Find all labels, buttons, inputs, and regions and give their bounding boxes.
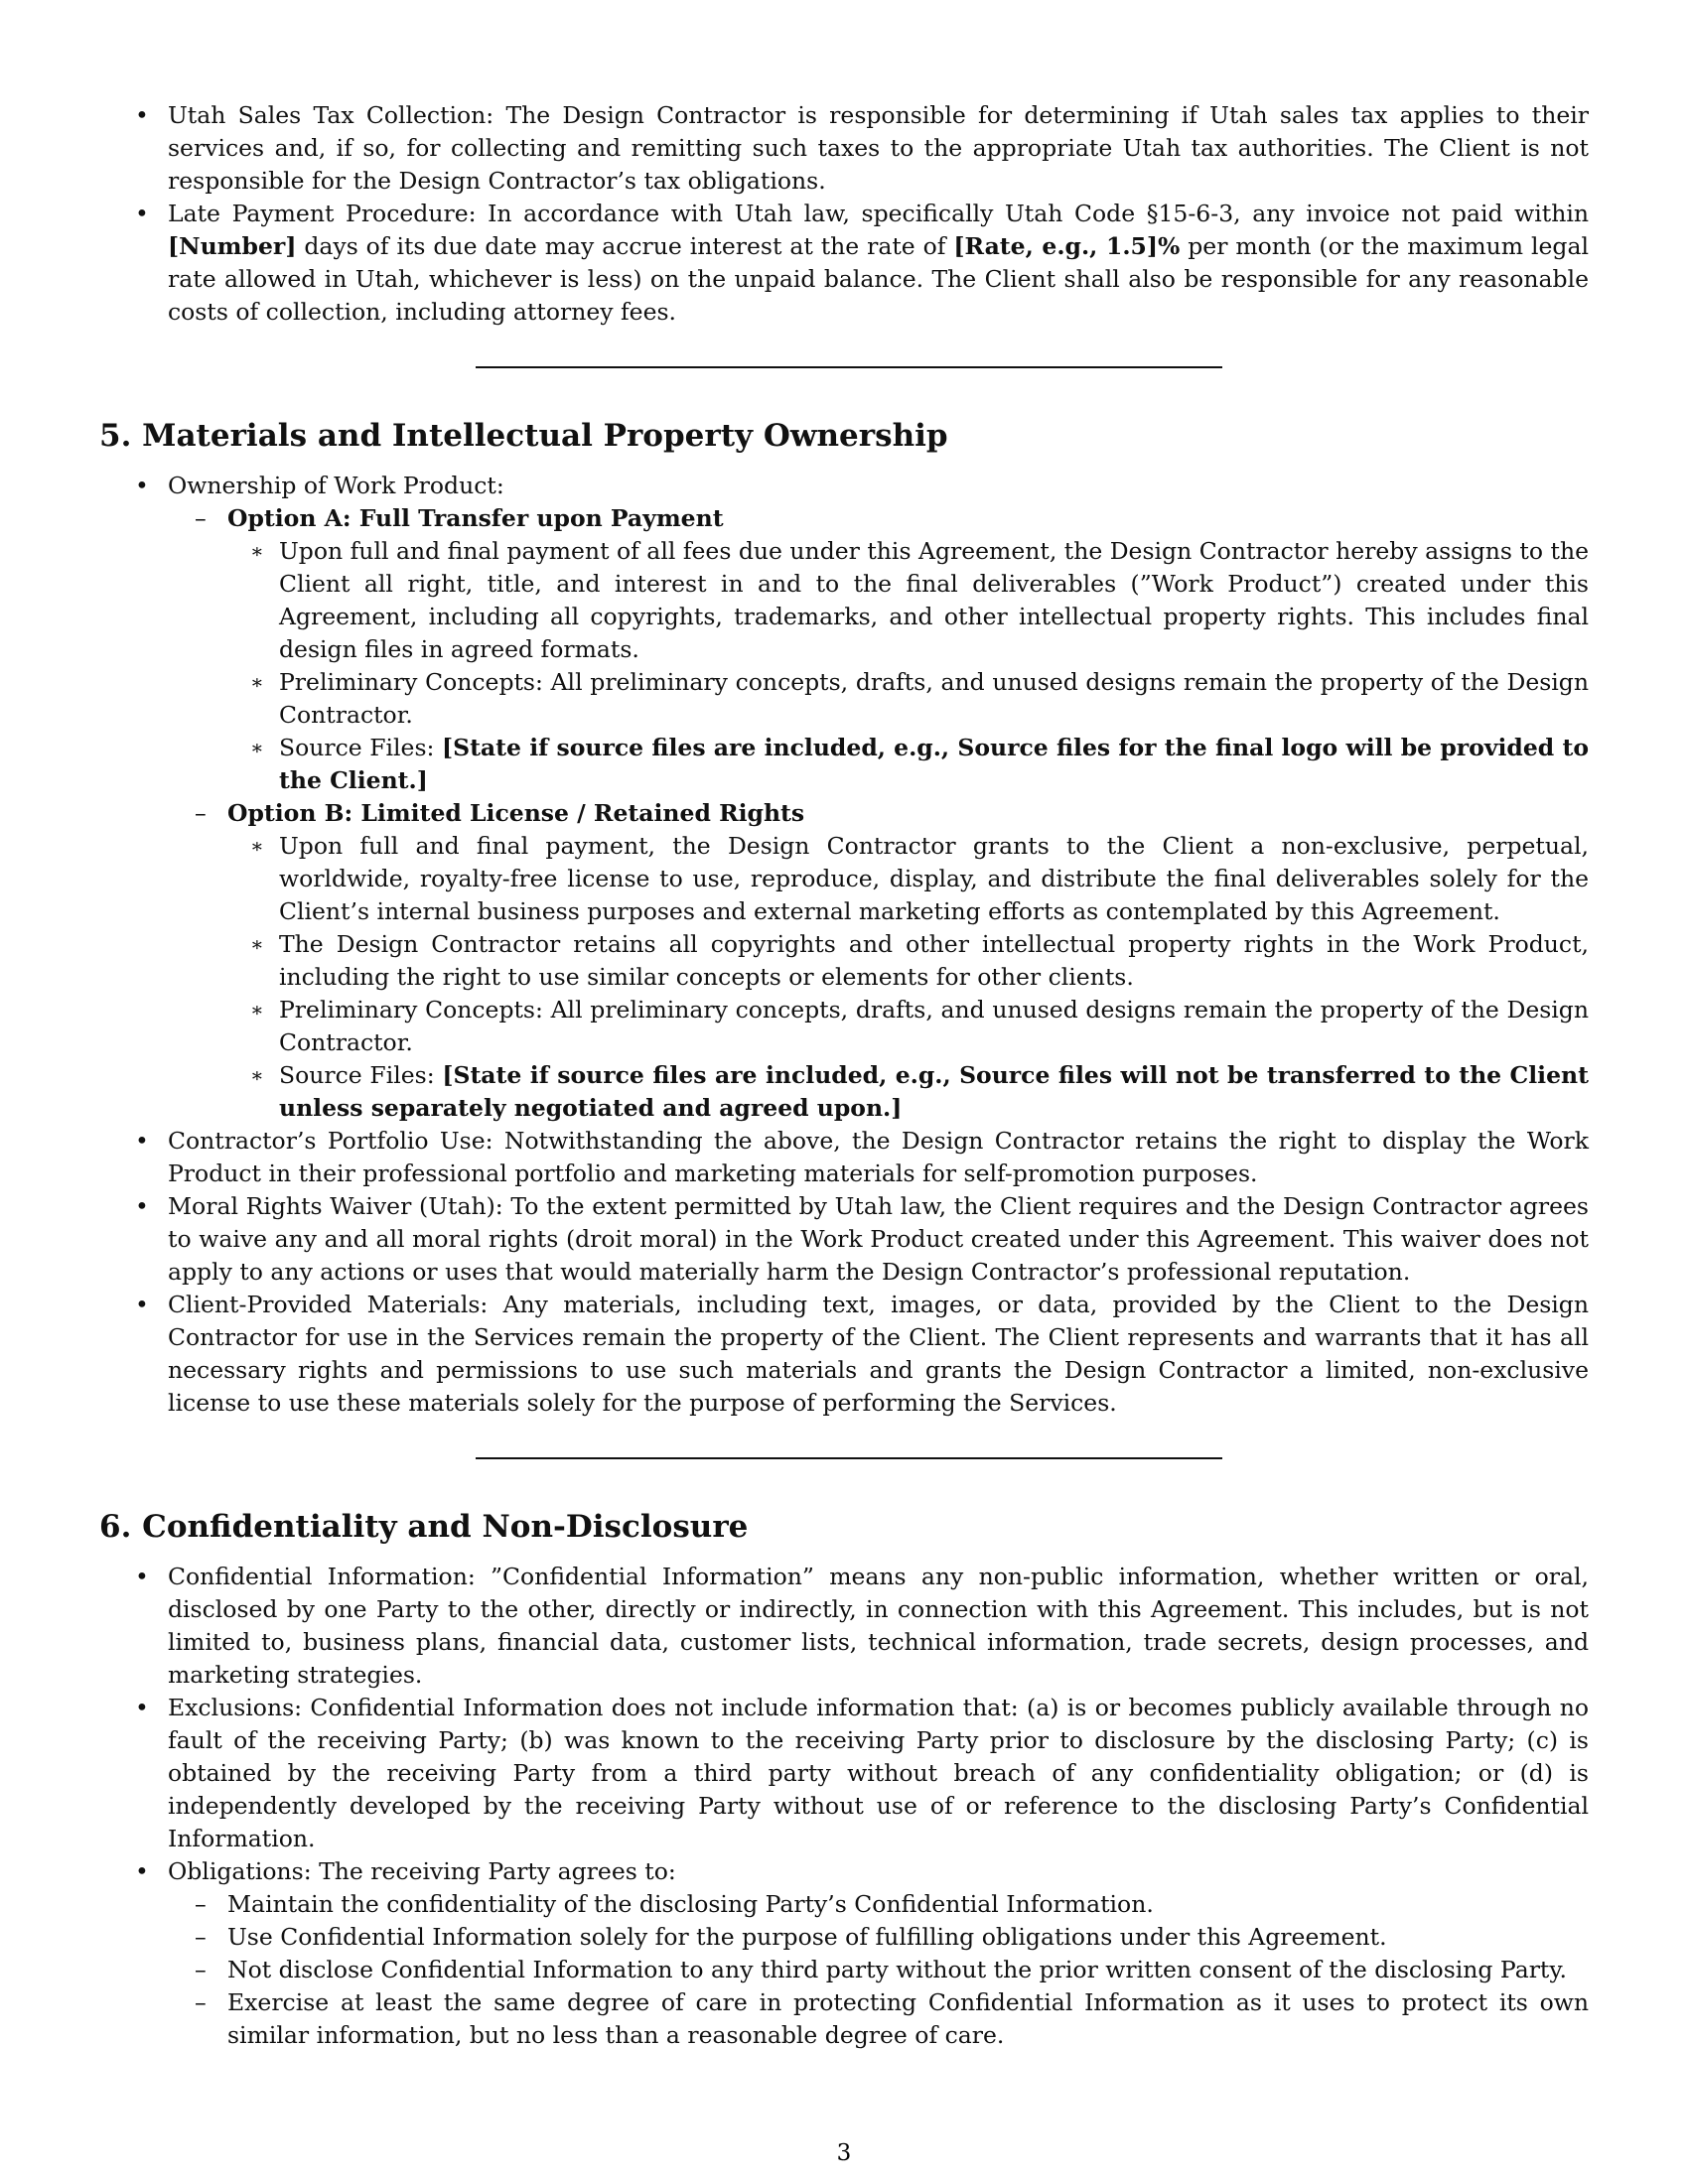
option-a-item: Preliminary Concepts: All preliminary concepts, drafts, and unused designs remain the property of the Design Contractor. [279, 668, 1589, 729]
bullet-icon: • [135, 1291, 149, 1318]
section6-list [99, 1561, 1589, 2052]
obligation-text: Maintain the confidentiality of the disclosing Party’s Confidential Information. [227, 1890, 1154, 1918]
list-item [99, 1125, 1589, 1190]
client-materials-text: Client-Provided Materials: Any materials, including text, images, or data, provided by the Client to the Design Contractor for use in the Services remain the property of the Client. The Client represents and warrants that it has all necessary rights and permissions to use such materials and grants the Design Contractor a limited, non-exclusive license to use these materials solely for the purpose of performing the Services. [168, 1291, 1589, 1417]
exclusions-text: Exclusions: Confidential Information does not include information that: (a) is or becomes publicly available through no fault of the receiving Party; (b) was known to the receiving Party prior to disclosure by the disclosing Party; (c) is obtained by the receiving Party from a third party without breach of any confidentiality obligation; or (d) is independently developed by the receiving Party without use of or reference to the disclosing Party’s Confidential Information. [168, 1694, 1589, 1852]
section-divider [476, 1457, 1222, 1459]
late-payment-text: per month (or the maximum legal rate allowed in Utah, whichever is less) on the unpaid balance. The Client shall also be responsible for any reasonable costs of collection, including attorney fees. [168, 232, 1589, 326]
option-b [99, 797, 1589, 1125]
asterisk-icon: ∗ [250, 539, 264, 563]
portfolio-text: Contractor’s Portfolio Use: Notwithstanding the above, the Design Contractor retains the right to display the Work Product in their professional portfolio and marketing materials for self-promotion purposes. [168, 1127, 1589, 1187]
asterisk-icon: ∗ [250, 1063, 264, 1087]
option-a-items [99, 535, 1589, 797]
obligations-list [99, 1888, 1589, 2052]
list-item [99, 1954, 1589, 1986]
option-b-item: The Design Contractor retains all copyrights and other intellectual property rights in the Work Product, including the right to use similar concepts or elements for other clients. [279, 930, 1589, 991]
source-files-placeholder: [State if source files are included, e.g., Source files will not be transferred to the Client unless separately negotiated and agreed upon.] [279, 1061, 1589, 1122]
bullet-icon: • [135, 1192, 149, 1220]
asterisk-icon: ∗ [250, 834, 264, 858]
bullet-icon: • [135, 1857, 149, 1885]
list-item [99, 830, 1589, 928]
asterisk-icon: ∗ [250, 998, 264, 1022]
bullet-icon: • [135, 1127, 149, 1155]
placeholder-rate: [Rate, e.g., 1.5]% [953, 232, 1181, 260]
late-payment-text: Late Payment Procedure: In accordance with Utah law, specifically Utah Code §15-6-3, any invoice not paid within [168, 200, 1589, 227]
dash-icon: – [195, 1956, 207, 1983]
list-item [99, 1561, 1589, 1692]
list-item [99, 198, 1589, 329]
list-item [99, 1059, 1589, 1125]
list-item [99, 470, 1589, 1125]
option-b-item: Upon full and final payment, the Design Contractor grants to the Client a non-exclusive, perpetual, worldwide, royalty-free license to use, reproduce, display, and distribute the final deliverables solely for the Client’s internal business purposes and external marketing efforts as contemplated by this Agreement. [279, 832, 1589, 925]
dash-icon: – [195, 1988, 207, 2016]
placeholder-number: [Number] [168, 232, 297, 260]
list-item [99, 666, 1589, 732]
moral-rights-text: Moral Rights Waiver (Utah): To the extent permitted by Utah law, the Client requires and the Design Contractor agrees to waive any and all moral rights (droit moral) in the Work Product created under this Agreement. This waiver does not apply to any actions or uses that would materially harm the Design Contractor’s professional reputation. [168, 1192, 1589, 1286]
confidential-info-text: Confidential Information: ”Confidential Information” means any non-public information, whether written or oral, disclosed by one Party to the other, directly or indirectly, in connection with this Agreement. This includes, but is not limited to, business plans, financial data, customer lists, technical information, trade secrets, design processes, and marketing strategies. [168, 1563, 1589, 1689]
obligation-text: Use Confidential Information solely for the purpose of fulfilling obligations under this Agreement. [227, 1923, 1387, 1951]
asterisk-icon: ∗ [250, 932, 264, 956]
sales-tax-text: Utah Sales Tax Collection: The Design Contractor is responsible for determining if Utah sales tax applies to their services and, if so, for collecting and remitting such taxes to the appropriate Utah tax authorities. The Client is not responsible for the Design Contractor’s tax obligations. [168, 101, 1589, 195]
asterisk-icon: ∗ [250, 670, 264, 694]
dash-icon: – [195, 1923, 207, 1951]
section5-list [99, 470, 1589, 1420]
list-item [99, 1289, 1589, 1420]
dash-icon: – [195, 1890, 207, 1918]
option-a-item: Upon full and final payment of all fees due under this Agreement, the Design Contractor hereby assigns to the Client all right, title, and interest in and to the final deliverables (”Work Product”) created under this Agreement, including all copyrights, trademarks, and other intellectual property rights. This includes final design files in agreed formats. [279, 537, 1589, 663]
section-divider [476, 366, 1222, 368]
option-b-item: Preliminary Concepts: All preliminary concepts, drafts, and unused designs remain the property of the Design Contractor. [279, 996, 1589, 1056]
asterisk-icon: ∗ [250, 736, 264, 759]
ownership-options [99, 502, 1589, 1125]
list-item [99, 994, 1589, 1059]
obligation-text: Exercise at least the same degree of care in protecting Confidential Information as it uses to protect its own similar information, but no less than a reasonable degree of care. [227, 1988, 1589, 2049]
option-b-items [99, 830, 1589, 1125]
option-a-title: Option A: Full Transfer upon Payment [227, 504, 724, 532]
list-item [99, 1190, 1589, 1289]
list-item [99, 535, 1589, 666]
section6-heading: 6. Confidentiality and Non-Disclosure [99, 1509, 749, 1545]
page-number: 3 [836, 2140, 852, 2166]
bullet-icon: • [135, 1694, 149, 1721]
section5-heading: 5. Materials and Intellectual Property Ownership [99, 418, 948, 454]
list-item [99, 928, 1589, 994]
list-item [99, 1986, 1589, 2052]
obligations-label: Obligations: The receiving Party agrees to: [168, 1857, 676, 1885]
list-item [99, 99, 1589, 198]
list-item [99, 1921, 1589, 1954]
dash-icon: – [195, 799, 207, 827]
option-b-title: Option B: Limited License / Retained Rights [227, 799, 805, 827]
list-item [99, 1855, 1589, 2052]
section4-tail-list [99, 99, 1589, 329]
dash-icon: – [195, 504, 207, 532]
late-payment-text: days of its due date may accrue interest at the rate of [296, 232, 954, 260]
bullet-icon: • [135, 101, 149, 129]
source-files-label: Source Files: [279, 1061, 443, 1089]
document-page [99, 99, 1589, 2052]
obligation-text: Not disclose Confidential Information to any third party without the prior written consent of the disclosing Party. [227, 1956, 1568, 1983]
bullet-icon: • [135, 1563, 149, 1590]
source-files-placeholder: [State if source files are included, e.g., Source files for the final logo will be provided to the Client.] [279, 734, 1589, 794]
list-item [99, 1692, 1589, 1855]
list-item [99, 1888, 1589, 1921]
bullet-icon: • [135, 472, 149, 499]
list-item [99, 732, 1589, 797]
source-files-label: Source Files: [279, 734, 442, 761]
bullet-icon: • [135, 200, 149, 227]
option-a [99, 502, 1589, 797]
ownership-label: Ownership of Work Product: [168, 472, 504, 499]
